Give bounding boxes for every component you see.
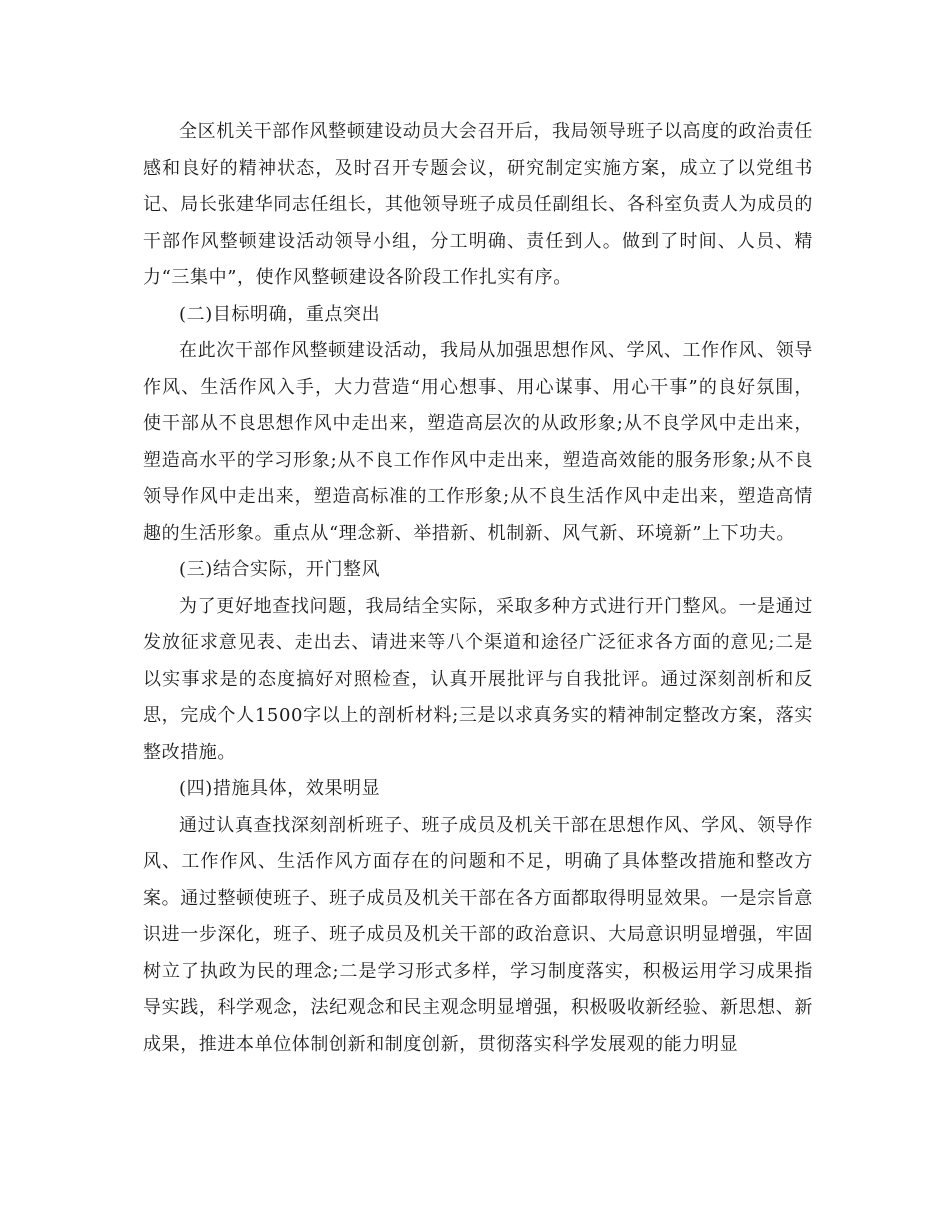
heading-practice: (三)结合实际，开门整风 xyxy=(179,559,381,580)
heading-measures: (四)措施具体，效果明显 xyxy=(179,778,381,799)
paragraph-goals: 在此次干部作风整顿建设活动，我局从加强思想作风、学风、工作作风、领导作风、生活作风入手，大力营造“用心想事、用心谋事、用心干事”的良好氛围，使干部从不良思想作风中走出来，塑造高层次的从政形象;从不良学风中走出来，塑造高水平的学习形象;从不良工作作风中走出来，塑造高效能的服务形象;从不良领导作风中走出来，塑造高标准的工作形象;从不良生活作风中走出来，塑造高情趣的生活形象。重点从“理念新、举措新、机制新、风气新、环境新”上下功夫。 xyxy=(143,340,813,544)
paragraph-practice: 为了更好地查找问题，我局结全实际，采取多种方式进行开门整风。一是通过发放征求意见表、走出去、请进来等八个渠道和途径广泛征求各方面的意见;二是以实事求是的态度搞好对照检查，认真开展批评与自我批评。通过深刻剖析和反思，完成个人1500字以上的剖析材料;三是以求真务实的精神制定整改方案，落实整改措施。 xyxy=(143,595,813,763)
document-page xyxy=(143,114,813,1063)
paragraph-leadership: 全区机关干部作风整顿建设动员大会召开后，我局领导班子以高度的政治责任感和良好的精神状态，及时召开专题会议，研究制定实施方案，成立了以党组书记、局长张建华同志任组长，其他领导班子成员任副组长、各科室负责人为成员的干部作风整顿建设活动领导小组，分工明确、责任到人。做到了时间、人员、精力“三集中”，使作风整顿建设各阶段工作扎实有序。 xyxy=(143,121,813,288)
paragraph-measures: 通过认真查找深刻剖析班子、班子成员及机关干部在思想作风、学风、领导作风、工作作风、生活作风方面存在的问题和不足，明确了具体整改措施和整改方案。通过整顿使班子、班子成员及机关干部在各方面都取得明显效果。一是宗旨意识进一步深化，班子、班子成员及机关干部的政治意识、大局意识明显增强，牢固树立了执政为民的理念;二是学习形式多样，学习制度落实，积极运用学习成果指导实践，科学观念，法纪观念和民主观念明显增强，积极吸收新经验、新思想、新成果，推进本单位体制创新和制度创新，贯彻落实科学发展观的能力明显 xyxy=(143,814,813,1055)
heading-goals: (二)目标明确，重点突出 xyxy=(179,303,381,325)
